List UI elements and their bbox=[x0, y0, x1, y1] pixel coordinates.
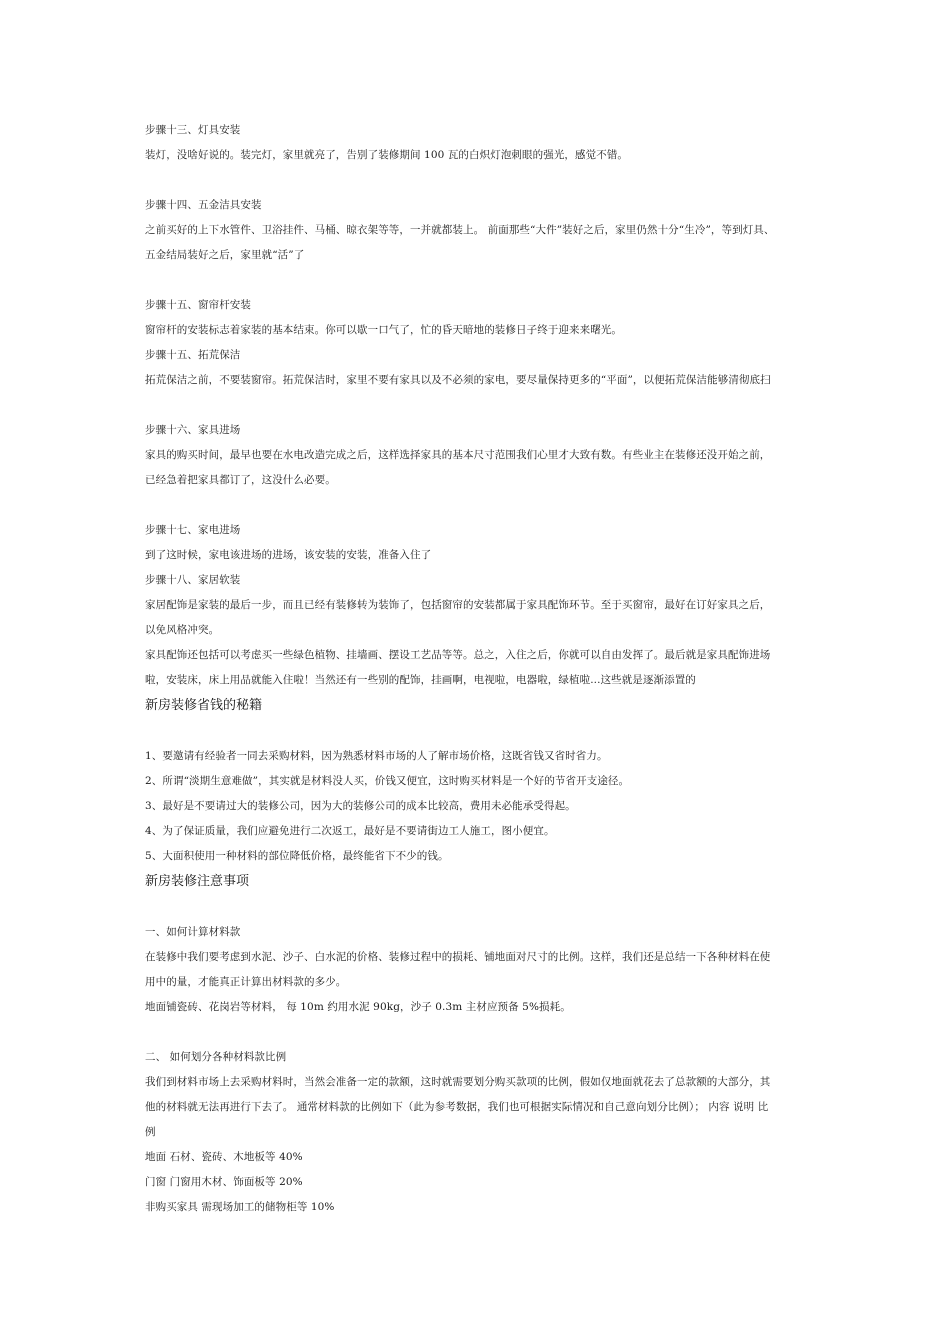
notes-1-text-2: 用中的量，才能真正计算出材料款的多少。 bbox=[145, 976, 347, 988]
step-15-text: 窗帘杆的安装标志着家装的基本结束。你可以歇一口气了，忙的昏天暗地的装修日子终于迎来来曙光。 bbox=[145, 324, 622, 336]
step-14-text-2: 五金结局装好之后，家里就“活”了 bbox=[145, 249, 305, 261]
step-15b-text: 拓荒保洁之前，不要装窗帘。拓荒保洁时，家里不要有家具以及不必须的家电，要尽量保持更多的“平面”，以便拓荒保洁能够清彻底扫 bbox=[145, 374, 771, 386]
step-13-title: 步骤十三、灯具安装 bbox=[145, 124, 241, 136]
notes-1-text-3: 地面铺瓷砖、花岗岩等材料， 每 10m 约用水泥 90kg，沙子 0.3m 主材应预备 5%损耗。 bbox=[145, 1001, 571, 1013]
blank-line bbox=[145, 168, 810, 193]
notes-1-title: 一、如何计算材料款 bbox=[145, 926, 241, 938]
saving-tip-3: 3、最好是不要请过大的装修公司，因为大的装修公司的成本比较高，费用未必能承受得起。 bbox=[145, 800, 576, 812]
ratio-floor: 地面 石材、瓷砖、木地板等 40% bbox=[145, 1151, 303, 1163]
document-page bbox=[145, 118, 810, 1220]
blank-line bbox=[145, 393, 810, 418]
step-16-title: 步骤十六、家具进场 bbox=[145, 424, 241, 436]
step-18-text-2: 以免风格冲突。 bbox=[145, 624, 220, 636]
blank-line bbox=[145, 1020, 810, 1045]
blank-line bbox=[145, 268, 810, 293]
ratio-doors: 门窗 门窗用木材、饰面板等 20% bbox=[145, 1176, 303, 1188]
step-14-title: 步骤十四、五金洁具安装 bbox=[145, 199, 262, 211]
step-17-text: 到了这时候，家电该进场的进场，该安装的安装，准备入住了 bbox=[145, 549, 432, 561]
ratio-furniture: 非购买家具 需现场加工的储物柜等 10% bbox=[145, 1201, 335, 1213]
saving-tip-5: 5、大面积使用一种材料的部位降低价格，最终能省下不少的钱。 bbox=[145, 850, 449, 862]
notes-2-text-1: 我们到材料市场上去采购材料时，当然会准备一定的款额，这时就需要划分购买款项的比例，假如仅地面就花去了总款额的大部分，其 bbox=[145, 1076, 771, 1088]
step-17-title: 步骤十七、家电进场 bbox=[145, 524, 241, 536]
section-saving-title: 新房装修省钱的秘籍 bbox=[145, 698, 263, 713]
step-18-title: 步骤十八、家居软装 bbox=[145, 574, 241, 586]
step-18-text-3: 家具配饰还包括可以考虑买一些绿色植物、挂墙画、摆设工艺品等等。总之，入住之后，你就可以自由发挥了。最后就是家具配饰进场 bbox=[145, 649, 771, 661]
step-13-text: 装灯，没啥好说的。装完灯，家里就亮了，告别了装修期间 100 瓦的白炽灯泡刺眼的强光，感觉不错。 bbox=[145, 149, 629, 161]
blank-line bbox=[145, 895, 810, 920]
step-15-title: 步骤十五、窗帘杆安装 bbox=[145, 299, 251, 311]
notes-2-text-2: 他的材料就无法再进行下去了。 通常材料款的比例如下（此为参考数据，我们也可根据实际情况和自己意向划分比例）； 内容 说明 比 bbox=[145, 1101, 769, 1113]
saving-tip-1: 1、要邀请有经验者一同去采购材料，因为熟悉材料市场的人了解市场价格，这既省钱又省时省力。 bbox=[145, 750, 608, 762]
step-16-text-2: 已经急着把家具都订了，这没什么必要。 bbox=[145, 474, 336, 486]
section-notes-title: 新房装修注意事项 bbox=[145, 874, 250, 889]
notes-2-title: 二、 如何划分各种材料款比例 bbox=[145, 1051, 287, 1063]
notes-1-text-1: 在装修中我们要考虑到水泥、沙子、白水泥的价格、装修过程中的损耗、铺地面对尺寸的比例。这样，我们还是总结一下各种材料在使 bbox=[145, 951, 771, 963]
step-14-text-1: 之前买好的上下水管件、卫浴挂件、马桶、晾衣架等等，一并就都装上。 前面那些“大件”装好之后，家里仍然十分“生冷”，等到灯具、 bbox=[145, 224, 775, 236]
step-18-text-1: 家居配饰是家装的最后一步，而且已经有装修转为装饰了，包括窗帘的安装都属于家具配饰环节。至于买窗帘，最好在订好家具之后， bbox=[145, 599, 771, 611]
step-16-text-1: 家具的购买时间，最早也要在水电改造完成之后，这样选择家具的基本尺寸范围我们心里才大致有数。有些业主在装修还没开始之前， bbox=[145, 449, 771, 461]
saving-tip-2: 2、所谓“淡期生意难做”，其实就是材料没人买，价钱又便宜，这时购买材料是一个好的节省开支途径。 bbox=[145, 775, 630, 787]
blank-line bbox=[145, 493, 810, 518]
notes-2-text-3: 例 bbox=[145, 1126, 156, 1138]
blank-line bbox=[145, 719, 810, 744]
step-18-text-4: 啦，安装床，床上用品就能入住啦！当然还有一些别的配饰，挂画啊，电视啦，电器啦，绿植啦...这些就是逐渐添置的 bbox=[145, 674, 696, 686]
saving-tip-4: 4、为了保证质量，我们应避免进行二次返工，最好是不要请街边工人施工，图小便宜。 bbox=[145, 825, 555, 837]
step-15b-title: 步骤十五、拓荒保洁 bbox=[145, 349, 241, 361]
